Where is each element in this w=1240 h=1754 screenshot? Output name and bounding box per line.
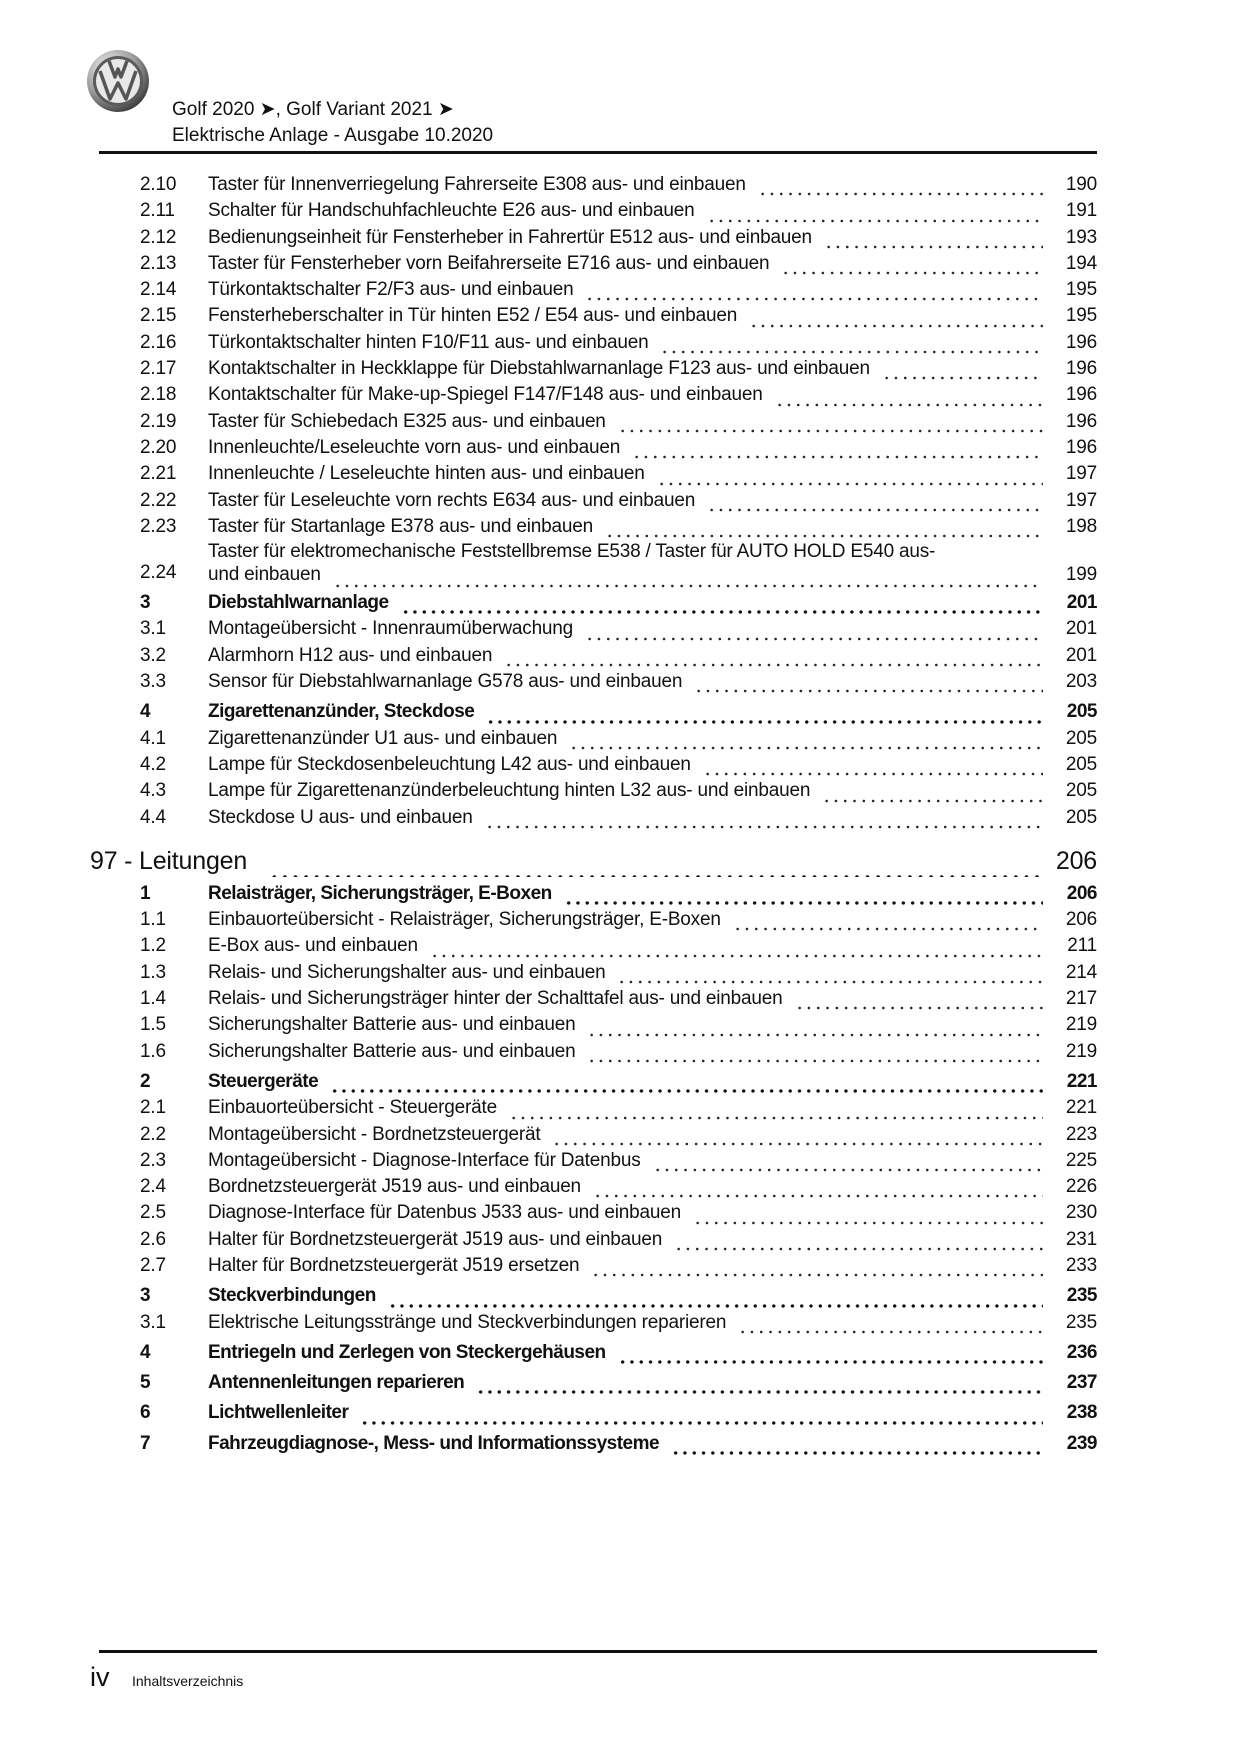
toc-entry[interactable] [0, 1174, 1097, 1200]
dot-leader [703, 752, 1043, 778]
toc-entry-number: 7 [140, 1432, 151, 1454]
toc-entry-title: Sicherungshalter Batterie aus- und einbauen [208, 1040, 576, 1062]
dot-leader [822, 779, 1043, 805]
toc-entry-number: 2.1 [140, 1097, 166, 1119]
dot-leader [618, 1340, 1043, 1366]
dot-leader [486, 700, 1043, 726]
toc-entry-title: Relais- und Sicherungshalter aus- und einbauen [208, 961, 606, 983]
dot-leader [738, 1310, 1043, 1336]
toc-entry-number: 2.16 [140, 331, 177, 353]
toc-entry-title: Sicherungshalter Batterie aus- und einbauen [208, 1014, 576, 1036]
dot-leader [552, 1122, 1043, 1148]
toc-entry-title: Taster für Schiebedach E325 aus- und einbauen [208, 410, 606, 432]
toc-entry-title: Montageübersicht - Innenraumüberwachung [208, 618, 574, 640]
toc-entry-number: 3.1 [140, 618, 166, 640]
dot-leader [671, 1431, 1043, 1457]
toc-entry-number: 4 [140, 701, 151, 723]
toc-entry[interactable] [0, 933, 1097, 959]
toc-entry-page: 205 [1065, 780, 1097, 802]
toc-entry-page: 214 [1065, 961, 1097, 983]
toc-entry-page: 219 [1065, 1040, 1097, 1062]
toc-entry-number: 2.7 [140, 1254, 166, 1276]
toc-entry-number: 6 [140, 1402, 151, 1424]
dot-leader [758, 172, 1043, 198]
toc-entry-number: 1.2 [140, 935, 166, 957]
toc-entry-number: 2.13 [140, 252, 177, 274]
toc-entry-number: 2.22 [140, 489, 177, 511]
toc-entry[interactable] [0, 330, 1097, 356]
dot-leader [587, 1039, 1043, 1065]
toc-entry[interactable] [0, 643, 1097, 669]
toc-entry[interactable] [0, 1012, 1097, 1038]
toc-entry-number: 2.23 [140, 515, 177, 537]
toc-entry-number: 2.12 [140, 226, 177, 248]
toc-entry-number: 2.4 [140, 1176, 166, 1198]
dot-leader [660, 330, 1043, 356]
dot-leader [476, 1370, 1043, 1396]
toc-entry-title: Taster für Fensterheber vorn Beifahrerseite E716 aus- und einbauen [208, 252, 770, 274]
toc-entry[interactable] [0, 303, 1097, 329]
dot-leader [707, 199, 1043, 225]
toc-entry[interactable] [0, 1148, 1097, 1174]
dot-leader [360, 1401, 1043, 1427]
toc-entry-page: 205 [1065, 727, 1097, 749]
toc-entry-title: Diagnose-Interface für Datenbus J533 aus- und einbauen [208, 1202, 681, 1224]
dot-leader [569, 726, 1043, 752]
toc-entry-title: Relaisträger, Sicherungsträger, E-Boxen [208, 882, 552, 904]
toc-entry[interactable] [0, 277, 1097, 303]
toc-entry[interactable] [0, 382, 1097, 408]
dot-leader [617, 960, 1043, 986]
dot-leader [632, 435, 1043, 461]
toc-entry-number: 3.1 [140, 1311, 166, 1333]
toc-entry-number: 2.14 [140, 279, 177, 301]
toc-entry-title: Taster für Startanlage E378 aus- und einbauen [208, 515, 593, 537]
toc-entry[interactable] [0, 752, 1097, 778]
toc-entry-number: 3 [140, 592, 151, 614]
toc-section[interactable] [0, 1069, 1097, 1095]
toc-entry-title: Elektrische Leitungsstränge und Steckverbindungen reparieren [208, 1311, 727, 1333]
toc-entry-page: 237 [1066, 1372, 1097, 1394]
toc-entry-page: 221 [1065, 1097, 1097, 1119]
toc-entry-page: 217 [1065, 988, 1097, 1010]
toc-entry-page: 233 [1065, 1254, 1097, 1276]
toc-entry[interactable] [0, 356, 1097, 382]
dot-leader [593, 1174, 1043, 1200]
toc-entry-page: 194 [1065, 252, 1097, 274]
toc-entry-number: 2.6 [140, 1228, 166, 1250]
toc-entry-page: 205 [1066, 701, 1097, 723]
footer-divider [99, 1650, 1097, 1653]
toc-entry-page: 221 [1066, 1070, 1097, 1092]
toc-entry-page: 231 [1065, 1228, 1097, 1250]
toc-entry-page: 196 [1065, 331, 1097, 353]
toc-section[interactable] [0, 699, 1097, 725]
toc-entry-number: 5 [140, 1372, 151, 1394]
dot-leader [707, 488, 1043, 514]
toc-entry-title-continuation-line [208, 564, 1097, 586]
toc-entry-title: Entriegeln und Zerlegen von Steckergehäusen [208, 1341, 606, 1363]
toc-entry-page: 226 [1065, 1176, 1097, 1198]
toc-entry-page: 236 [1066, 1341, 1097, 1363]
toc-entry[interactable] [0, 225, 1097, 251]
toc-entry-page: 201 [1065, 618, 1097, 640]
toc-entry-title: Steckverbindungen [208, 1285, 376, 1307]
dot-leader [605, 514, 1043, 540]
toc-entry[interactable] [0, 514, 1097, 540]
dot-leader [485, 805, 1043, 831]
toc-entry-number: 3 [140, 1285, 151, 1307]
dot-leader [504, 643, 1043, 669]
toc-entry[interactable] [0, 960, 1097, 986]
toc-entry[interactable] [0, 198, 1097, 224]
dot-leader [585, 277, 1043, 303]
toc-entry-title: Innenleuchte/Leseleuchte vorn aus- und einbauen [208, 436, 621, 458]
toc-section[interactable] [0, 1370, 1097, 1396]
dot-leader [591, 1253, 1043, 1279]
toc-entry-title: Sensor für Diebstahlwarnanlage G578 aus- und einbauen [208, 671, 683, 693]
toc-entry-number: 2.17 [140, 358, 177, 380]
toc-entry-page: 211 [1067, 935, 1097, 957]
toc-entry-number: 2.5 [140, 1202, 166, 1224]
toc-entry[interactable] [0, 461, 1097, 487]
dot-leader [509, 1096, 1043, 1122]
toc-entry-title-block [208, 540, 1097, 586]
toc-entry[interactable] [0, 616, 1097, 642]
toc-entry-page: 235 [1065, 1311, 1097, 1333]
toc-entry[interactable] [0, 669, 1097, 695]
toc-entry-title: Relais- und Sicherungsträger hinter der Schalttafel aus- und einbauen [208, 988, 783, 1010]
dot-leader [882, 356, 1043, 382]
toc-entry-number: 2.19 [140, 410, 177, 432]
toc-entry-page: 195 [1065, 279, 1097, 301]
toc-entry-page: 206 [1066, 882, 1097, 904]
toc-entry[interactable] [0, 1122, 1097, 1148]
toc-entry-title: Innenleuchte / Leseleuchte hinten aus- und einbauen [208, 463, 645, 485]
toc-entry-page: 196 [1065, 436, 1097, 458]
dot-leader [564, 881, 1043, 907]
toc-entry-page: 190 [1065, 174, 1097, 195]
toc-entry-number: 2.18 [140, 384, 177, 406]
toc-entry[interactable] [0, 1200, 1097, 1226]
toc-entry-number: 2.3 [140, 1149, 166, 1171]
toc-entry-page: 219 [1065, 1014, 1097, 1036]
dot-leader [653, 1148, 1043, 1174]
toc-entry-page: 205 [1065, 753, 1097, 775]
toc-entry-title: Alarmhorn H12 aus- und einbauen [208, 644, 493, 666]
toc-entry-title: Halter für Bordnetzsteuergerät J519 ersetzen [208, 1254, 580, 1276]
toc-entry-title: Steckdose U aus- und einbauen [208, 806, 473, 828]
toc-entry-number: 4.4 [140, 806, 166, 828]
toc-entry-number: 4.2 [140, 753, 166, 775]
toc-entry[interactable] [0, 778, 1097, 804]
toc-entry-page: 193 [1065, 226, 1097, 248]
dot-leader [824, 225, 1043, 251]
toc-entry-page: 191 [1065, 200, 1097, 222]
toc-entry[interactable] [0, 409, 1097, 435]
dot-leader [618, 409, 1043, 435]
toc-entry[interactable] [0, 1253, 1097, 1279]
dot-leader [733, 907, 1043, 933]
dot-leader [401, 590, 1043, 616]
toc-entry-page: 205 [1065, 806, 1097, 828]
toc-entry-title: Montageübersicht - Diagnose-Interface für Datenbus [208, 1149, 641, 1171]
toc-entry-number: 2 [140, 1070, 151, 1092]
toc-entry-title: Steuergeräte [208, 1070, 319, 1092]
toc-entry-page: 225 [1065, 1149, 1097, 1171]
toc-entry-title: Bedienungseinheit für Fensterheber in Fahrertür E512 aus- und einbauen [208, 226, 812, 248]
toc-entry-title: Lichtwellenleiter [208, 1402, 349, 1424]
toc-entry-title: E-Box aus- und einbauen [208, 935, 418, 957]
toc-entry-number: 2.10 [140, 174, 177, 195]
dot-leader [693, 1201, 1043, 1227]
toc-entry-number: 2.15 [140, 305, 177, 327]
toc-entry-number: 4.1 [140, 727, 166, 749]
toc-entry-title: Lampe für Steckdosenbeleuchtung L42 aus- und einbauen [208, 753, 691, 775]
toc-entry-page: 198 [1065, 515, 1097, 537]
toc-entry[interactable] [0, 805, 1097, 831]
dot-leader [330, 1069, 1043, 1095]
footer-section-label: Inhaltsverzeichnis [132, 1673, 244, 1689]
toc-entry-page: 239 [1066, 1432, 1097, 1454]
toc-entry-title: Bordnetzsteuergerät J519 aus- und einbauen [208, 1176, 581, 1198]
toc-entry-page: 230 [1065, 1202, 1097, 1224]
toc-entry[interactable] [0, 540, 1097, 586]
dot-leader [781, 251, 1043, 277]
toc-entry-page: 201 [1066, 592, 1097, 614]
toc-entry-title-continuation: und einbauen [208, 564, 321, 586]
toc-entry-number: 2.2 [140, 1123, 166, 1145]
dot-leader [795, 986, 1043, 1012]
toc-entry-page: 235 [1066, 1285, 1097, 1307]
toc-entry-number: 1 [140, 882, 151, 904]
toc-entry-title: Türkontaktschalter hinten F10/F11 aus- und einbauen [208, 331, 649, 353]
toc-entry-number: 1.4 [140, 988, 166, 1010]
dot-leader [430, 934, 1043, 960]
toc-entry-title: Einbauorteübersicht - Relaisträger, Sicherungsträger, E-Boxen [208, 909, 721, 931]
toc-entry-page: 203 [1065, 671, 1097, 693]
toc-entry-number: 2.11 [140, 200, 175, 222]
toc-entry-page: 197 [1065, 463, 1097, 485]
toc-entry[interactable] [0, 251, 1097, 277]
toc-entry[interactable] [0, 1039, 1097, 1065]
page-number: iv [90, 1662, 110, 1692]
toc-entry[interactable] [0, 172, 1097, 198]
toc-entry-title: Zigarettenanzünder U1 aus- und einbauen [208, 727, 558, 749]
toc-entry[interactable] [0, 435, 1097, 461]
toc-section[interactable] [0, 1283, 1097, 1309]
toc-entry-page: 206 [1065, 909, 1097, 931]
header-manual-title: Elektrische Anlage - Ausgabe 10.2020 [172, 125, 494, 146]
toc-entry-title: Türkontaktschalter F2/F3 aus- und einbauen [208, 279, 574, 301]
toc-entry-page: 223 [1065, 1123, 1097, 1145]
toc-entry-number: 1.6 [140, 1040, 166, 1062]
toc-entry-title: Einbauorteübersicht - Steuergeräte [208, 1097, 497, 1119]
toc-entry[interactable] [0, 1227, 1097, 1253]
toc-entry-title: Kontaktschalter in Heckklappe für Diebstahlwarnanlage F123 aus- und einbauen [208, 358, 870, 380]
toc-entry[interactable] [0, 726, 1097, 752]
toc-entry-number: 2.20 [140, 436, 177, 458]
toc-entry[interactable] [0, 1310, 1097, 1336]
toc-entry-title: Diebstahlwarnanlage [208, 592, 389, 614]
toc-entry-page: 195 [1065, 305, 1097, 327]
table-of-contents [0, 172, 1240, 1457]
toc-entry-title: Taster für Leseleuchte vorn rechts E634 aus- und einbauen [208, 489, 696, 511]
toc-entry-title: Kontaktschalter für Make-up-Spiegel F147/F148 aus- und einbauen [208, 384, 763, 406]
toc-entry-page: 206 [1055, 846, 1097, 875]
dot-leader [269, 851, 1039, 877]
toc-entry-title: Montageübersicht - Bordnetzsteuergerät [208, 1123, 541, 1145]
toc-entry-number: 1.5 [140, 1014, 166, 1036]
toc-section[interactable] [0, 590, 1097, 616]
toc-section[interactable] [0, 881, 1097, 907]
toc-entry-number: 4 [140, 1341, 151, 1363]
toc-entry[interactable] [0, 907, 1097, 933]
toc-entry-page: 238 [1066, 1402, 1097, 1424]
toc-entry-title: Antennenleitungen reparieren [208, 1372, 465, 1394]
toc-chapter[interactable] [0, 845, 1097, 877]
toc-entry[interactable] [0, 986, 1097, 1012]
toc-entry-page: 199 [1065, 564, 1097, 586]
dot-leader [775, 383, 1043, 409]
dot-leader [694, 669, 1043, 695]
dot-leader [333, 564, 1043, 590]
toc-entry-number: 3.2 [140, 644, 166, 666]
toc-entry-title: Halter für Bordnetzsteuergerät J519 aus- und einbauen [208, 1228, 663, 1250]
header-model: Golf 2020 ➤, Golf Variant 2021 ➤ [172, 99, 454, 120]
toc-entry-title: 97 - Leitungen [90, 846, 248, 875]
toc-entry-number: 2.24 [140, 561, 177, 583]
toc-entry-number: 1.1 [140, 909, 166, 931]
toc-entry-number: 4.3 [140, 780, 166, 802]
toc-entry-page: 197 [1065, 489, 1097, 511]
toc-entry-page: 196 [1065, 384, 1097, 406]
vw-logo [86, 49, 150, 113]
toc-section[interactable] [0, 1340, 1097, 1366]
toc-entry-title: Taster für Innenverriegelung Fahrerseite E308 aus- und einbauen [208, 174, 746, 195]
toc-entry-title: Lampe für Zigarettenanzünderbeleuchtung hinten L32 aus- und einbauen [208, 780, 811, 802]
toc-section[interactable] [0, 1431, 1097, 1457]
header-divider [99, 151, 1097, 154]
dot-leader [749, 304, 1043, 330]
toc-entry[interactable] [0, 1095, 1097, 1121]
toc-entry-page: 201 [1065, 644, 1097, 666]
toc-entry-title: Taster für elektromechanische Feststellbremse E538 / Taster für AUTO HOLD E540 aus- [208, 541, 936, 563]
toc-entry-title: Fensterheberschalter in Tür hinten E52 / E54 aus- und einbauen [208, 305, 738, 327]
toc-entry[interactable] [0, 488, 1097, 514]
dot-leader [657, 462, 1043, 488]
dot-leader [388, 1284, 1043, 1310]
toc-entry-page: 196 [1065, 410, 1097, 432]
dot-leader [587, 1013, 1043, 1039]
toc-entry-title: Schalter für Handschuhfachleuchte E26 aus- und einbauen [208, 200, 695, 222]
toc-section[interactable] [0, 1400, 1097, 1426]
toc-entry-page: 196 [1065, 358, 1097, 380]
toc-entry-number: 2.21 [140, 463, 177, 485]
toc-entry-title: Zigarettenanzünder, Steckdose [208, 701, 475, 723]
dot-leader [585, 617, 1043, 643]
toc-entry-title: Fahrzeugdiagnose-, Mess- und Informationssysteme [208, 1432, 660, 1454]
dot-leader [674, 1227, 1043, 1253]
toc-entry-number: 3.3 [140, 671, 166, 693]
toc-entry-number: 1.3 [140, 961, 166, 983]
